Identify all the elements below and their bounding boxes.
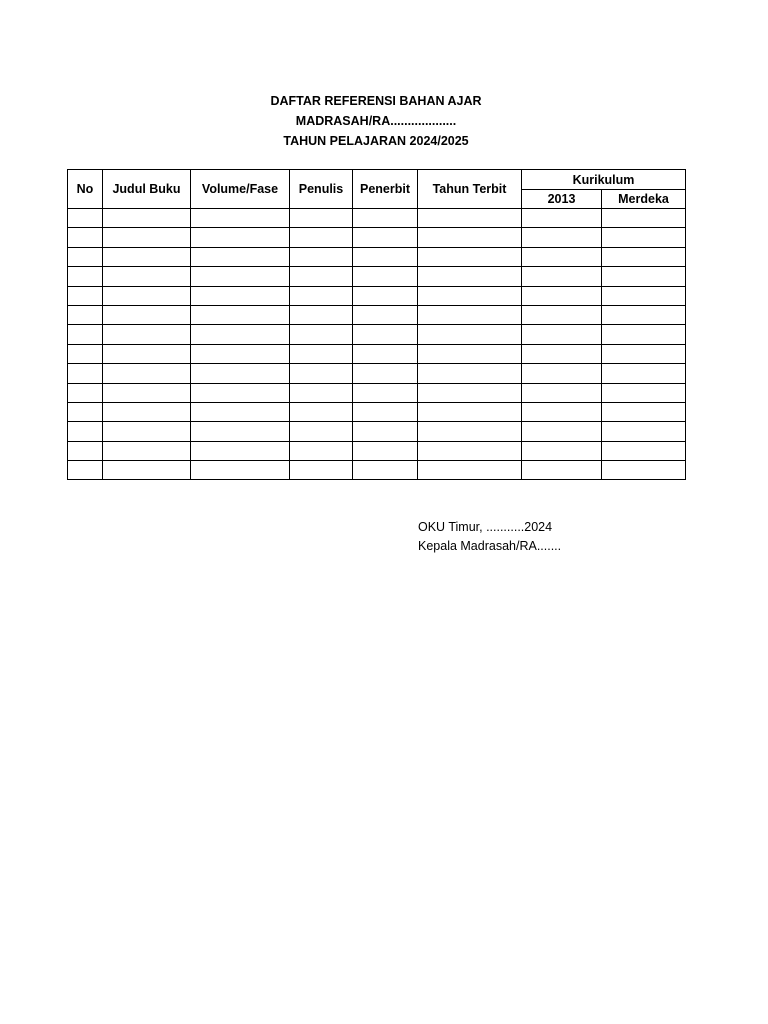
table-cell xyxy=(418,325,522,344)
table-cell xyxy=(103,267,191,286)
table-cell xyxy=(290,267,353,286)
table-cell xyxy=(290,286,353,305)
table-cell xyxy=(353,364,418,383)
table-cell xyxy=(602,267,686,286)
table-row xyxy=(68,441,686,460)
table-cell xyxy=(602,228,686,247)
table-cell xyxy=(353,305,418,324)
table-cell xyxy=(602,344,686,363)
table-cell xyxy=(68,441,103,460)
col-header-kurikulum-label: Kurikulum xyxy=(572,172,635,187)
table-cell xyxy=(191,325,290,344)
table-row xyxy=(68,267,686,286)
table-cell xyxy=(103,344,191,363)
table-row xyxy=(68,228,686,247)
table-cell xyxy=(602,461,686,480)
table-cell xyxy=(522,286,602,305)
madrasah-name-line: MADRASAH/RA................... xyxy=(295,114,457,128)
table-cell xyxy=(522,247,602,266)
table-cell xyxy=(191,402,290,421)
table-cell xyxy=(103,402,191,421)
table-cell xyxy=(522,461,602,480)
table-cell xyxy=(353,402,418,421)
signature-block xyxy=(418,518,561,556)
table-cell xyxy=(68,247,103,266)
table-cell xyxy=(290,247,353,266)
table-row xyxy=(68,402,686,421)
table-cell xyxy=(68,228,103,247)
table-cell xyxy=(602,383,686,402)
table-cell xyxy=(191,305,290,324)
table-cell xyxy=(68,325,103,344)
table-cell xyxy=(522,267,602,286)
table-cell xyxy=(522,441,602,460)
table-row xyxy=(68,364,686,383)
table-cell xyxy=(191,344,290,363)
table-row xyxy=(68,383,686,402)
table-cell xyxy=(103,228,191,247)
table-cell xyxy=(68,383,103,402)
table-cell xyxy=(602,305,686,324)
table-cell xyxy=(602,286,686,305)
table-cell xyxy=(353,286,418,305)
col-header-volume-fase: Volume/Fase xyxy=(191,170,290,209)
table-cell xyxy=(191,461,290,480)
table-cell xyxy=(68,402,103,421)
table-cell xyxy=(103,422,191,441)
signature-place-date: OKU Timur, ...........2024 xyxy=(418,520,553,534)
table-cell xyxy=(103,325,191,344)
table-cell xyxy=(191,422,290,441)
table-cell xyxy=(602,247,686,266)
document-title-block xyxy=(0,91,752,151)
table-cell xyxy=(353,247,418,266)
table-cell xyxy=(522,228,602,247)
table-row xyxy=(68,305,686,324)
document-title: DAFTAR REFERENSI BAHAN AJAR xyxy=(270,94,482,108)
table-cell xyxy=(418,364,522,383)
table-cell xyxy=(191,441,290,460)
table-cell xyxy=(418,402,522,421)
table-row xyxy=(68,422,686,441)
table-cell xyxy=(68,286,103,305)
reference-table xyxy=(67,169,686,480)
table-cell xyxy=(353,441,418,460)
table-cell xyxy=(602,325,686,344)
table-cell xyxy=(290,305,353,324)
table-cell xyxy=(522,325,602,344)
table-cell xyxy=(602,209,686,228)
table-cell xyxy=(290,383,353,402)
table-cell xyxy=(353,422,418,441)
table-row xyxy=(68,286,686,305)
col-header-tahun-terbit: Tahun Terbit xyxy=(418,170,522,209)
table-cell xyxy=(191,247,290,266)
col-header-penulis: Penulis xyxy=(290,170,353,209)
table-body xyxy=(68,209,686,480)
table-row xyxy=(68,461,686,480)
table-cell xyxy=(353,325,418,344)
table-cell xyxy=(602,441,686,460)
table-cell xyxy=(418,228,522,247)
table-cell xyxy=(103,209,191,228)
table-cell xyxy=(290,364,353,383)
table-cell xyxy=(418,441,522,460)
table-cell xyxy=(353,461,418,480)
table-cell xyxy=(602,402,686,421)
table-cell xyxy=(522,364,602,383)
table-cell xyxy=(290,344,353,363)
col-header-no: No xyxy=(68,170,103,209)
col-header-judul-buku: Judul Buku xyxy=(103,170,191,209)
table-cell xyxy=(353,209,418,228)
table-cell xyxy=(103,461,191,480)
table-cell xyxy=(103,247,191,266)
table-cell xyxy=(418,383,522,402)
table-cell xyxy=(68,364,103,383)
table-cell xyxy=(290,209,353,228)
table-cell xyxy=(418,422,522,441)
table-cell xyxy=(191,209,290,228)
table-cell xyxy=(353,344,418,363)
table-cell xyxy=(418,461,522,480)
table-cell xyxy=(68,422,103,441)
table-cell xyxy=(290,402,353,421)
table-cell xyxy=(68,461,103,480)
col-header-kurikulum xyxy=(522,170,686,190)
table-cell xyxy=(522,344,602,363)
table-cell xyxy=(353,228,418,247)
table-cell xyxy=(353,383,418,402)
table-cell xyxy=(103,286,191,305)
table-cell xyxy=(103,441,191,460)
table-cell xyxy=(191,228,290,247)
table-cell xyxy=(418,286,522,305)
col-header-kurikulum-merdeka: Merdeka xyxy=(602,190,686,209)
table-cell xyxy=(290,325,353,344)
table-cell xyxy=(602,422,686,441)
table-cell xyxy=(418,305,522,324)
table-cell xyxy=(522,383,602,402)
table-cell xyxy=(602,364,686,383)
table-cell xyxy=(418,247,522,266)
col-header-kurikulum-2013: 2013 xyxy=(522,190,602,209)
table-cell xyxy=(522,209,602,228)
table-cell xyxy=(191,286,290,305)
table-cell xyxy=(68,267,103,286)
table-cell xyxy=(522,305,602,324)
table-cell xyxy=(418,267,522,286)
table-cell xyxy=(191,364,290,383)
table-cell xyxy=(68,344,103,363)
table-row xyxy=(68,247,686,266)
table-cell xyxy=(290,228,353,247)
table-cell xyxy=(103,364,191,383)
table-row xyxy=(68,325,686,344)
table-row xyxy=(68,344,686,363)
table-cell xyxy=(103,305,191,324)
col-header-penerbit: Penerbit xyxy=(353,170,418,209)
table-cell xyxy=(522,422,602,441)
table-cell xyxy=(68,209,103,228)
table-cell xyxy=(68,305,103,324)
table-cell xyxy=(290,422,353,441)
academic-year-line: TAHUN PELAJARAN 2024/2025 xyxy=(283,134,469,148)
table-cell xyxy=(103,383,191,402)
table-cell xyxy=(418,344,522,363)
table-row xyxy=(68,209,686,228)
table-cell xyxy=(191,267,290,286)
table-cell xyxy=(290,441,353,460)
table-cell xyxy=(353,267,418,286)
table-cell xyxy=(191,383,290,402)
table-cell xyxy=(290,461,353,480)
signature-role: Kepala Madrasah/RA....... xyxy=(418,539,562,553)
table-cell xyxy=(522,402,602,421)
table-cell xyxy=(418,209,522,228)
